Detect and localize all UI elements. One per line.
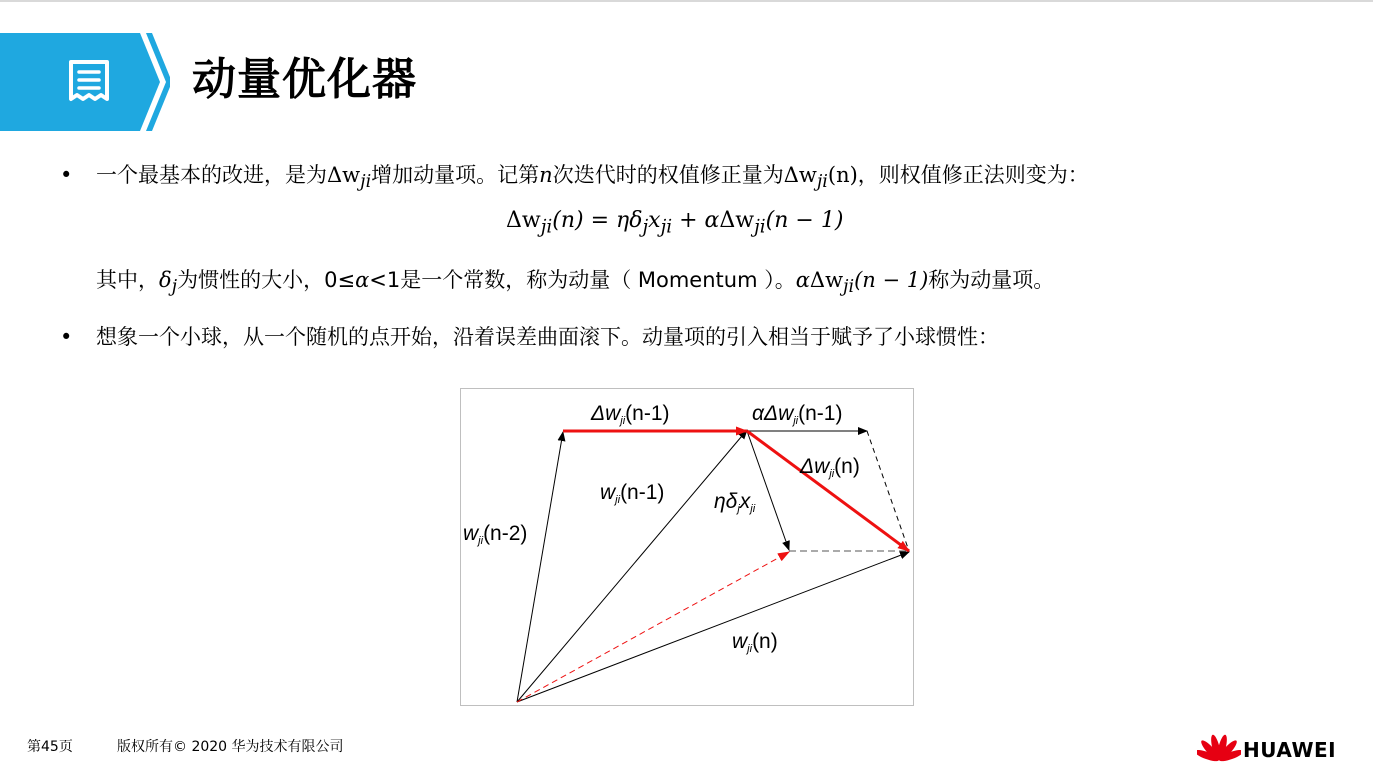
brand-name: HUAWEI <box>1243 738 1337 762</box>
vector-gradient-path-dashed <box>517 552 789 702</box>
vector-delta-w-n <box>747 431 909 551</box>
top-rule <box>0 0 1373 2</box>
label-delta-w-n: Δwji(n) <box>800 455 860 480</box>
copyright-text: 版权所有© 2020 华为技术有限公司 <box>117 739 344 755</box>
page-number: 第45页 <box>27 739 73 755</box>
page-title: 动量优化器 <box>192 54 417 105</box>
vector-eta-delta-x <box>747 431 789 550</box>
label-delta-w-n-1: Δwji(n-1) <box>591 402 670 427</box>
label-w-n-1: wji(n-1) <box>600 481 665 506</box>
huawei-flower-icon <box>1197 730 1241 764</box>
dashed-edge-right <box>867 431 909 551</box>
bullet-2-text: 想象一个小球，从一个随机的点开始，沿着误差曲面滚下。动量项的引入相当于赋予了小球惯性： <box>96 325 999 349</box>
label-w-n: wji(n) <box>732 630 778 655</box>
label-alpha-delta-w: αΔwji(n-1) <box>752 402 843 427</box>
label-eta-delta-x: ηδjxji <box>714 490 756 515</box>
huawei-logo <box>1197 730 1347 766</box>
label-w-n-2: wji(n-2) <box>463 522 528 547</box>
momentum-formula: $\Delta w_{ji}(n) = \eta\delta_jx_{ji} + \alpha\Delta w_{ji}(n - 1)$ <box>506 208 844 238</box>
vector-w-n <box>517 552 909 702</box>
momentum-explanation: 其中，$\delta_j$为惯性的大小，0≤α<1是一个常数，称为动量（ Momentum ）。αΔw$_{ji}$(n − 1)称为动量项。 <box>96 268 1055 298</box>
bullet-marker: • <box>60 325 73 349</box>
bullet-marker: • <box>60 163 73 187</box>
momentum-vector-diagram <box>460 388 914 706</box>
vector-w-n-2 <box>517 432 563 702</box>
title-banner <box>0 33 170 131</box>
bullet-1-text: 一个最基本的改进，是为$\Delta w_{ji}$增加动量项。记第n次迭代时的权值修正量为$\Delta w_{ji}(n)$，则权值修正法则变为： <box>96 163 1089 193</box>
vector-w-n-1 <box>517 430 747 702</box>
